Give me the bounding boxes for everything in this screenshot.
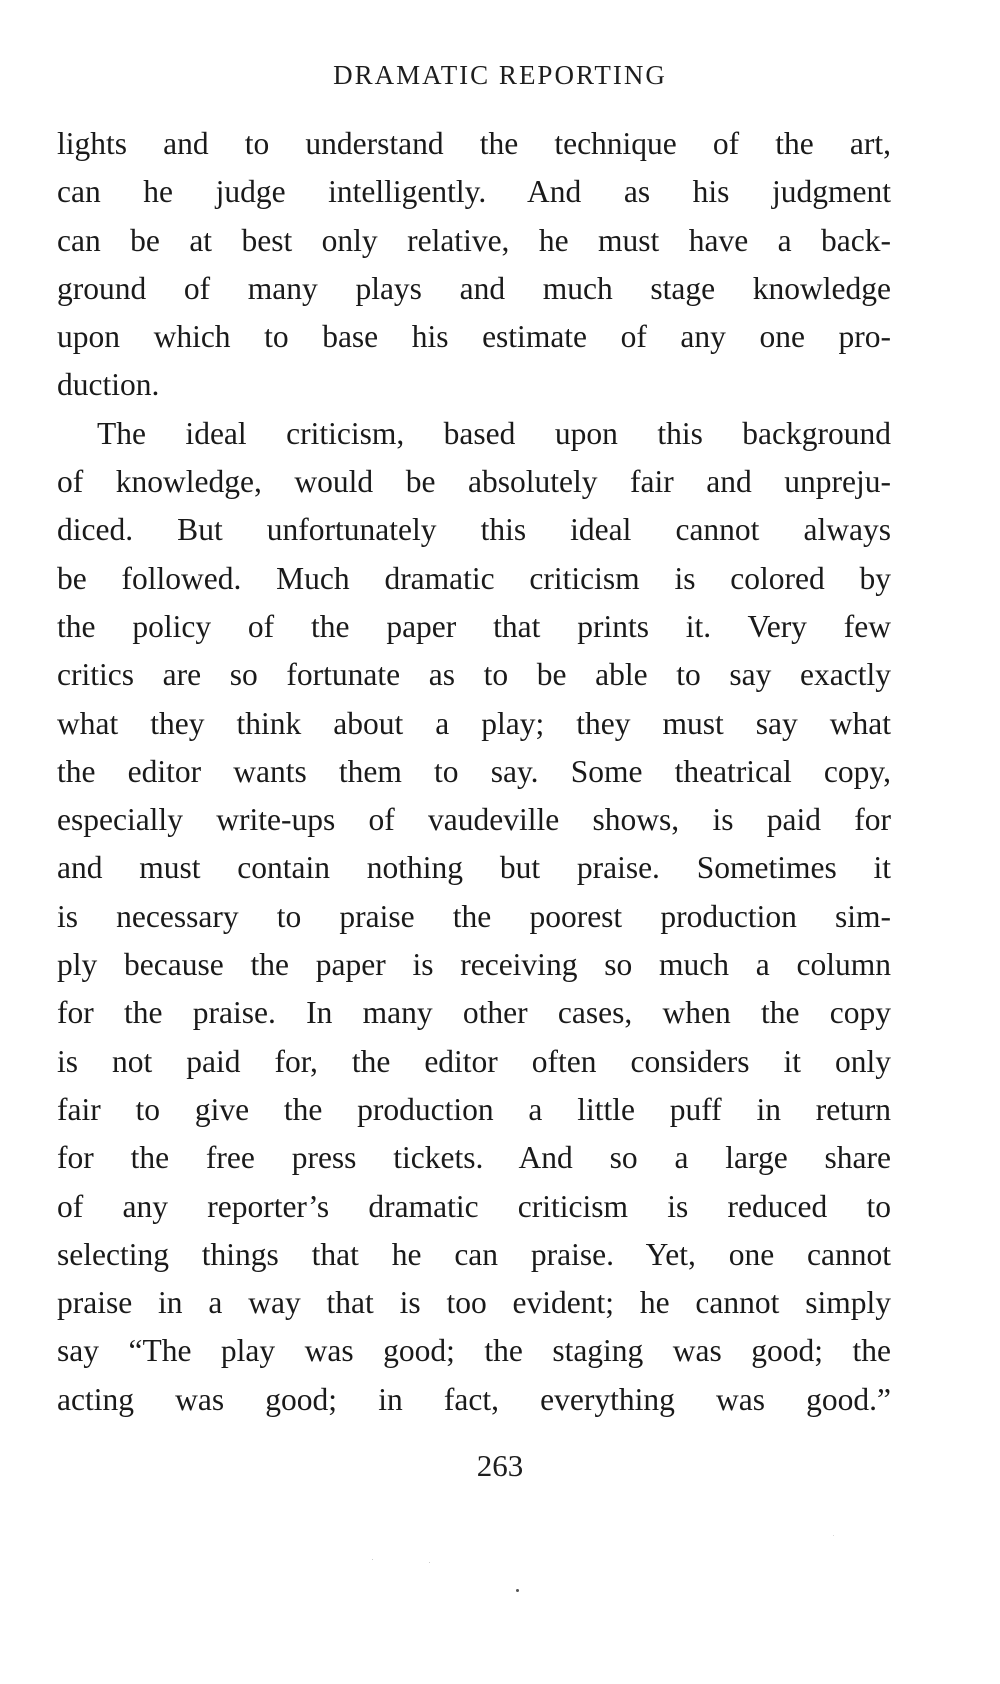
text-line: the editor wants them to say. Some theatrical copy, xyxy=(57,753,891,789)
text-line: the policy of the paper that prints it. Very few xyxy=(57,608,891,644)
text-line: is necessary to praise the poorest production sim- xyxy=(57,898,891,934)
paragraph xyxy=(57,410,891,1424)
text-line: of any reporter’s dramatic criticism is reduced to xyxy=(57,1188,891,1224)
paragraph xyxy=(57,120,891,410)
text-line: be followed. Much dramatic criticism is colored by xyxy=(57,560,891,596)
text-line: ply because the paper is receiving so much a column xyxy=(57,947,891,983)
text-line: The ideal criticism, based upon this background xyxy=(97,415,891,451)
text-line: say “The play was good; the staging was good; the xyxy=(57,1333,891,1369)
scan-speck xyxy=(516,1589,519,1592)
text-line: of knowledge, would be absolutely fair and unpreju- xyxy=(57,464,891,500)
text-line: critics are so fortunate as to be able to say exactly xyxy=(57,657,891,693)
text-line: duction. xyxy=(57,367,160,403)
body-text xyxy=(57,120,891,1424)
page-number: 263 xyxy=(476,1448,524,1483)
scan-speck xyxy=(429,1562,430,1563)
text-line: selecting things that he can praise. Yet, one cannot xyxy=(57,1236,891,1272)
text-line: and must contain nothing but praise. Sometimes it xyxy=(57,850,891,886)
scan-speck xyxy=(833,1535,834,1536)
text-line: what they think about a play; they must say what xyxy=(57,705,891,741)
text-line: diced. But unfortunately this ideal cannot always xyxy=(57,512,891,548)
running-head: DRAMATIC REPORTING xyxy=(333,60,667,90)
text-line: can he judge intelligently. And as his judgment xyxy=(57,174,891,210)
text-line: praise in a way that is too evident; he cannot simply xyxy=(57,1285,891,1321)
text-line: lights and to understand the technique of the art, xyxy=(57,126,891,161)
text-line: is not paid for, the editor often considers it only xyxy=(57,1043,891,1079)
text-line: especially write-ups of vaudeville shows, is paid for xyxy=(57,802,891,838)
text-line: ground of many plays and much stage knowledge xyxy=(57,270,891,306)
text-line: fair to give the production a little puff in return xyxy=(57,1091,891,1127)
text-line: can be at best only relative, he must have a back- xyxy=(57,222,891,258)
text-line: for the praise. In many other cases, when the copy xyxy=(57,995,891,1031)
text-line: acting was good; in fact, everything was good.” xyxy=(57,1381,891,1417)
text-line: upon which to base his estimate of any one pro- xyxy=(57,319,891,355)
text-line: for the free press tickets. And so a large share xyxy=(57,1140,891,1176)
scan-speck xyxy=(372,1559,373,1560)
